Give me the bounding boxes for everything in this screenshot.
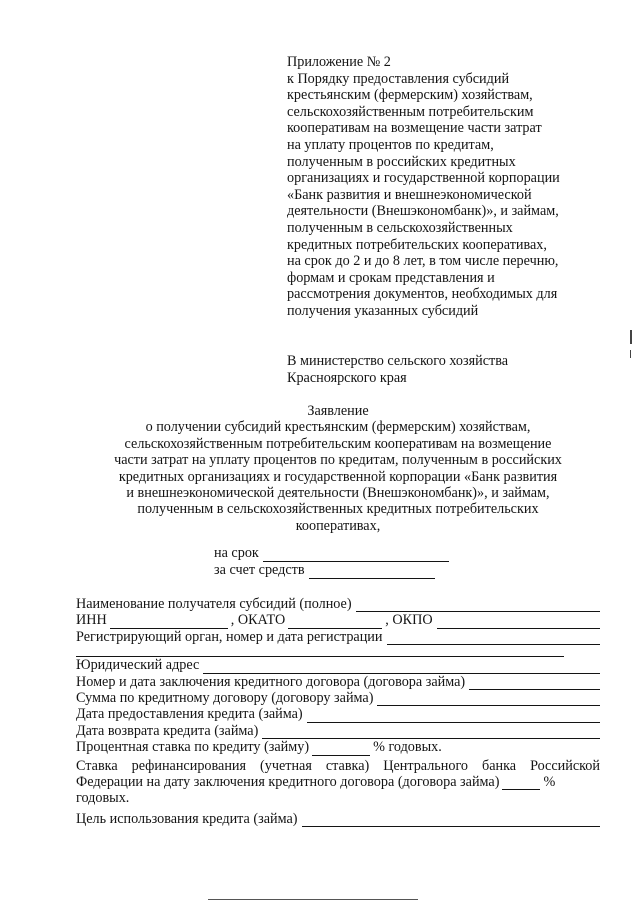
codes-row	[76, 612, 600, 628]
scan-edge-mark	[630, 330, 632, 344]
refinancing-row	[76, 774, 600, 790]
recipient-name-label: Наименование получателя субсидий (полное)	[76, 596, 352, 612]
registration-label: Регистрирующий орган, номер и дата регистрации	[76, 628, 383, 645]
contract-label: Номер и дата заключения кредитного договора (договора займа)	[76, 673, 466, 690]
amount-label: Сумма по кредитному договору (договору займа)	[76, 690, 374, 707]
registration-continuation-field[interactable]	[76, 645, 564, 657]
recipient-block	[287, 353, 508, 386]
okpo-label: , ОКПО	[385, 612, 433, 629]
appendix-line: кооперативам на возмещение части затрат	[287, 120, 542, 137]
funds-label: за счет средств	[214, 562, 305, 578]
inn-label: ИНН	[76, 612, 107, 629]
registration-row	[76, 629, 600, 645]
inn-field[interactable]	[110, 617, 228, 629]
purpose-label: Цель использования кредита (займа)	[76, 810, 298, 827]
return-date-label: Дата возврата кредита (займа)	[76, 722, 259, 739]
recipient-line: Красноярского края	[287, 369, 407, 386]
appendix-line: «Банк развития и внешнеэкономической	[287, 186, 532, 203]
appendix-line: рассмотрения документов, необходимых для	[287, 286, 558, 303]
return-date-row	[76, 723, 600, 739]
term-field[interactable]	[263, 550, 449, 562]
purpose-field[interactable]	[302, 815, 600, 827]
contract-field[interactable]	[469, 678, 600, 690]
application-subject-line: полученным в сельскохозяйственных кредитных потребительских	[137, 501, 539, 518]
amount-row	[76, 690, 600, 706]
funds-row	[214, 562, 449, 579]
contract-row	[76, 674, 600, 690]
credit-date-field[interactable]	[307, 711, 600, 723]
appendix-line: на уплату процентов по кредитам,	[287, 136, 494, 153]
amount-field[interactable]	[377, 694, 600, 706]
okpo-field[interactable]	[437, 617, 600, 629]
purpose-row	[76, 811, 600, 827]
refinancing-field[interactable]	[502, 778, 540, 790]
appendix-line: полученным в сельскохозяйственных	[287, 219, 513, 236]
term-label: на срок	[214, 545, 259, 561]
application-subject-line: о получении субсидий крестьянским (фермерским) хозяйствам,	[145, 419, 531, 436]
recipient-line: В министерство сельского хозяйства	[287, 353, 509, 369]
appendix-line: организациях и государственной корпорации	[287, 170, 560, 187]
registration-field[interactable]	[387, 633, 601, 645]
application-subject-line: и внешнеэкономической деятельности (Внешэкономбанк)», и займам,	[126, 485, 550, 502]
term-row	[214, 545, 449, 562]
appendix-line: деятельности (Внешэкономбанк)», и займам,	[287, 203, 559, 220]
appendix-line: формам и срокам представления и	[287, 269, 495, 286]
okato-field[interactable]	[288, 617, 382, 629]
scan-edge-mark	[630, 350, 631, 358]
refinancing-label: Федерации на дату заключения кредитного договора (договора займа)	[76, 774, 500, 791]
appendix-line: Приложение № 2	[287, 54, 391, 70]
appendix-header	[287, 54, 607, 320]
registration-continuation-row	[76, 645, 600, 657]
appendix-line: получения указанных субсидий	[287, 302, 479, 319]
credit-date-label: Дата предоставления кредита (займа)	[76, 706, 303, 723]
legal-address-label: Юридический адрес	[76, 657, 200, 674]
return-date-field[interactable]	[262, 727, 600, 739]
appendix-line: к Порядку предоставления субсидий	[287, 70, 510, 87]
appendix-line: сельскохозяйственным потребительским	[287, 103, 534, 120]
interest-label: Процентная ставка по кредиту (займу)	[76, 739, 310, 756]
okato-label: , ОКАТО	[230, 612, 286, 629]
application-title: Заявление	[307, 403, 369, 419]
term-block	[214, 545, 449, 579]
application-subject-line: сельскохозяйственным потребительским кооперативам на возмещение	[124, 435, 552, 452]
application-heading	[70, 403, 606, 534]
appendix-line: на срок до 2 и до 8 лет, в том числе перечню,	[287, 253, 559, 270]
legal-address-row	[76, 657, 600, 673]
application-subject-line: кредитных организациях и государственной корпорации «Банк развития	[118, 468, 558, 485]
application-subject-line: кооперативах,	[295, 517, 381, 534]
refinancing-line-1: Ставка рефинансирования (учетная ставка) Центрального банка Российской	[76, 757, 600, 774]
refinancing-line-3: годовых.	[76, 790, 130, 807]
appendix-line: крестьянским (фермерским) хозяйствам,	[287, 87, 533, 104]
application-subject-line: части затрат на уплату процентов по кредитам, полученным в российских	[114, 452, 562, 469]
funds-field[interactable]	[309, 567, 435, 579]
recipient-name-field[interactable]	[356, 600, 600, 612]
bottom-rule	[208, 899, 418, 900]
interest-row	[76, 739, 600, 755]
refinancing-percent: %	[543, 774, 556, 791]
appendix-line: полученным в российских кредитных	[287, 153, 516, 170]
interest-suffix: % годовых.	[373, 739, 442, 756]
appendix-line: кредитных потребительских кооперативах,	[287, 236, 547, 253]
interest-field[interactable]	[312, 744, 370, 756]
legal-address-field[interactable]	[203, 662, 600, 674]
form-fields	[76, 596, 600, 827]
credit-date-row	[76, 706, 600, 722]
recipient-name-row	[76, 596, 600, 612]
